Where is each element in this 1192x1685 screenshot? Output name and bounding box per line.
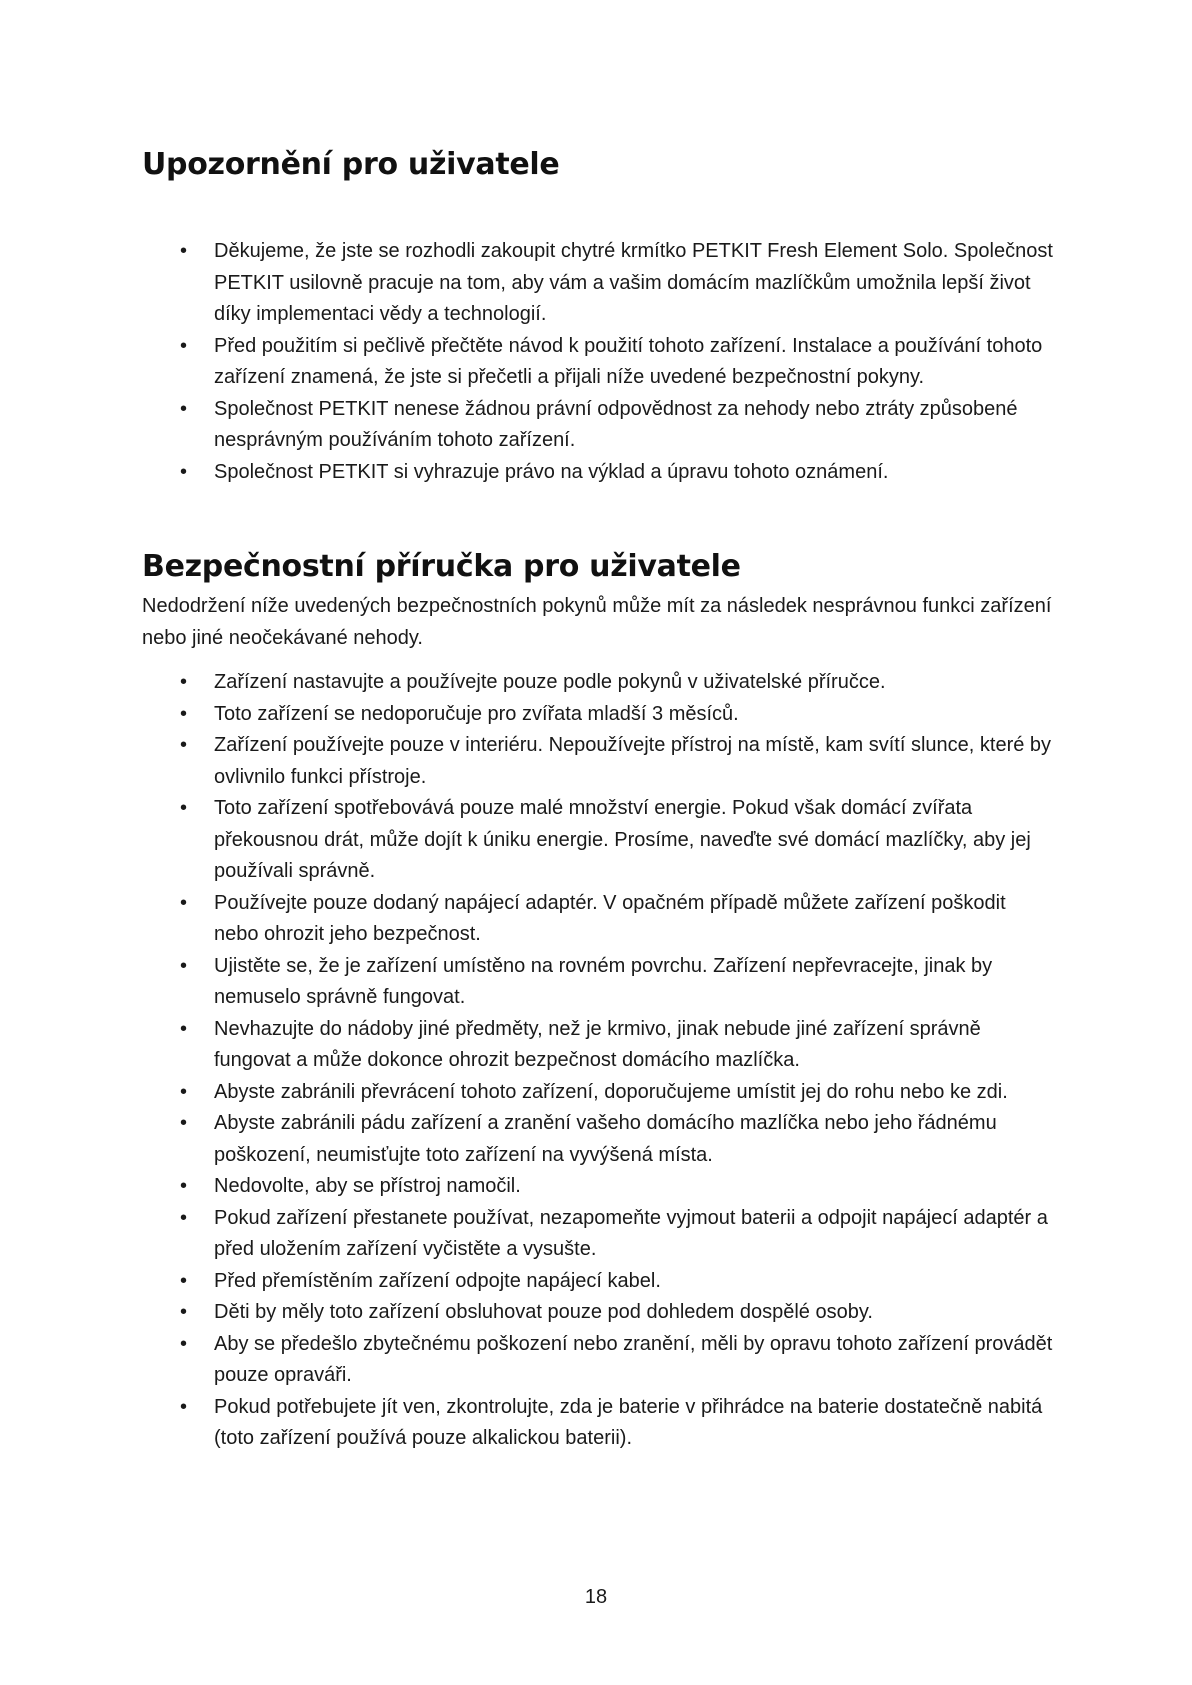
safety-guide-heading: Bezpečnostní příručka pro uživatele [142, 549, 741, 584]
list-item: • Abyste zabránili pádu zařízení a zranění vašeho domácího mazlíčka nebo jeho řádnému poškození, neumisťujte toto zařízení na vyvýšená místa. [0, 1108, 1054, 1171]
list-item: • Zařízení nastavujte a používejte pouze podle pokynů v uživatelské příručce. [0, 667, 1054, 699]
safety-list [0, 667, 1054, 1455]
list-item: • Před použitím si pečlivě přečtěte návod k použití tohoto zařízení. Instalace a používání tohoto zařízení znamená, že jste si přečetli a přijali níže uvedené bezpečnostní pokyny. [0, 331, 1054, 394]
list-item: • Pokud potřebujete jít ven, zkontrolujte, zda je baterie v přihrádce na baterie dostatečně nabitá (toto zařízení používá pouze alkalickou baterii). [0, 1392, 1054, 1455]
list-item: • Děti by měly toto zařízení obsluhovat pouze pod dohledem dospělé osoby. [0, 1297, 1054, 1329]
list-item: • Aby se předešlo zbytečnému poškození nebo zranění, měli by opravu tohoto zařízení provádět pouze opraváři. [0, 1329, 1054, 1392]
safety-intro-paragraph: Nedodržení níže uvedených bezpečnostních pokynů může mít za následek nesprávnou funkci zařízení nebo jiné neočekávané nehody. [142, 595, 1052, 649]
list-item: • Používejte pouze dodaný napájecí adaptér. V opačném případě můžete zařízení poškodit nebo ohrozit jeho bezpečnost. [0, 888, 1054, 951]
list-item: • Abyste zabránili převrácení tohoto zařízení, doporučujeme umístit jej do rohu nebo ke zdi. [0, 1077, 1054, 1109]
list-item: • Před přemístěním zařízení odpojte napájecí kabel. [0, 1266, 1054, 1298]
list-item: • Pokud zařízení přestanete používat, nezapomeňte vyjmout baterii a odpojit napájecí adaptér a před uložením zařízení vyčistěte a vysušte. [0, 1203, 1054, 1266]
list-item: • Nedovolte, aby se přístroj namočil. [0, 1171, 1054, 1203]
list-item: • Toto zařízení se nedoporučuje pro zvířata mladší 3 měsíců. [0, 699, 1054, 731]
user-notice-heading: Upozornění pro uživatele [142, 147, 560, 182]
list-item: • Děkujeme, že jste se rozhodli zakoupit chytré krmítko PETKIT Fresh Element Solo. Společnost PETKIT usilovně pracuje na tom, aby vám a vašim domácím mazlíčkům umožnila lepší život díky implementaci vědy a technologií. [0, 236, 1054, 331]
list-item: • Toto zařízení spotřebovává pouze malé množství energie. Pokud však domácí zvířata překousnou drát, může dojít k úniku energie. Prosíme, naveďte své domácí mazlíčky, aby jej používali správně. [0, 793, 1054, 888]
list-item: • Zařízení používejte pouze v interiéru. Nepoužívejte přístroj na místě, kam svítí slunce, které by ovlivnilo funkci přístroje. [0, 730, 1054, 793]
list-item: • Společnost PETKIT nenese žádnou právní odpovědnost za nehody nebo ztráty způsobené nesprávným používáním tohoto zařízení. [0, 394, 1054, 457]
list-item: • Nevhazujte do nádoby jiné předměty, než je krmivo, jinak nebude jiné zařízení správně fungovat a může dokonce ohrozit bezpečnost domácího mazlíčka. [0, 1014, 1054, 1077]
list-item: • Ujistěte se, že je zařízení umístěno na rovném povrchu. Zařízení nepřevracejte, jinak by nemuselo správně fungovat. [0, 951, 1054, 1014]
list-item: • Společnost PETKIT si vyhrazuje právo na výklad a úpravu tohoto oznámení. [0, 457, 1054, 489]
user-notice-list [0, 236, 1054, 488]
page-number: 18 [584, 1586, 608, 1608]
